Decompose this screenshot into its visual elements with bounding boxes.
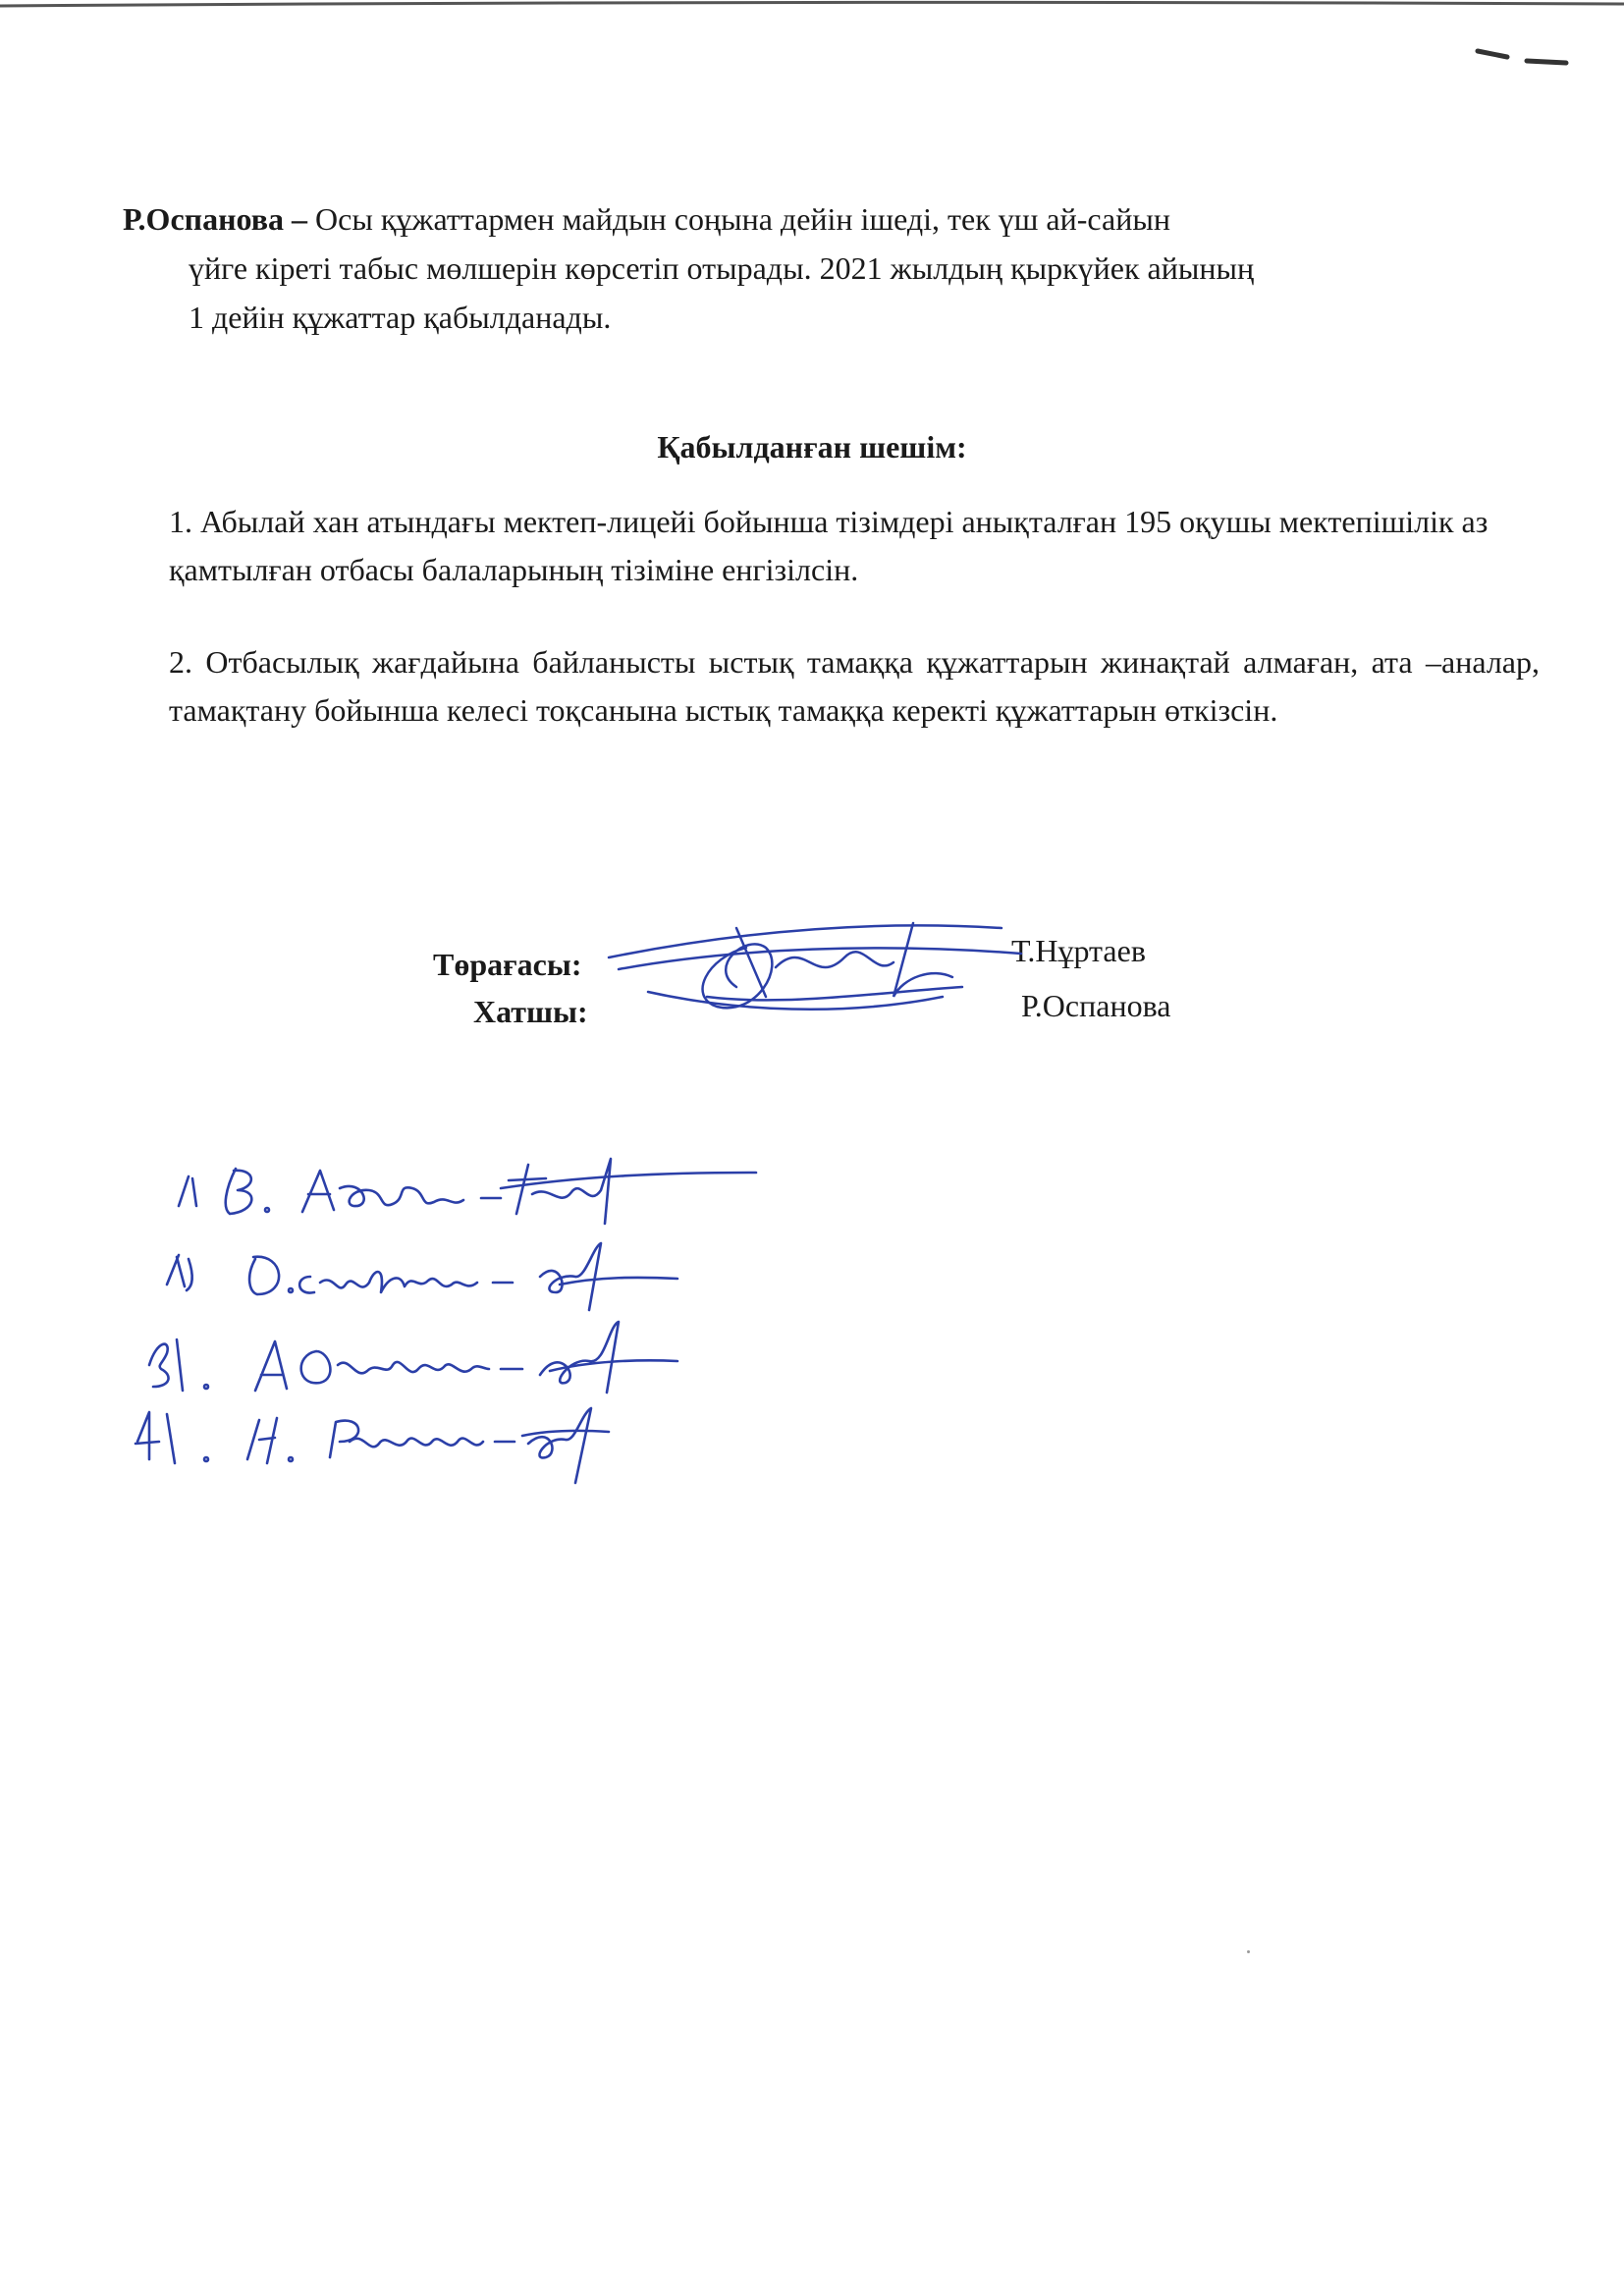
secretary-label: Хатшы: xyxy=(473,994,588,1029)
handwritten-line-3 xyxy=(149,1322,677,1393)
scan-corner-mark xyxy=(1468,39,1576,79)
chair-name: Т.Нұртаев xyxy=(1011,933,1146,968)
decision-item-2: 2. Отбасылық жағдайына байланысты ыстық тамаққа құжаттарын жинақтай алмаған, ата –аналар, тамақтану бойынша келесі тоқсанына ыстық тамаққа керекті құжаттарын өткізсін. xyxy=(169,644,1540,728)
handwritten-member-signatures xyxy=(128,1129,795,1503)
handwritten-line-1 xyxy=(179,1159,756,1224)
chair-label: Төрағасы: xyxy=(433,947,582,982)
speaker-text-line1: Осы құжаттармен майдын соңына дейін ішеді, тек үш ай-сайын xyxy=(307,201,1170,237)
decision-item-1: 1. Абылай хан атындағы мектеп-лицейі бойынша тізімдері анықталған 195 оқушы мектепішілік аз қамтылған отбасы балаларының тізіміне енгізілсін. xyxy=(169,504,1489,587)
handwritten-line-2 xyxy=(167,1243,677,1310)
decision-heading: Қабылданған шешім: xyxy=(657,429,967,465)
speaker-paragraph xyxy=(123,194,1517,342)
secretary-name: Р.Оспанова xyxy=(1021,988,1171,1023)
scan-speck xyxy=(1247,1950,1250,1953)
speaker-name: Р.Оспанова – xyxy=(123,201,307,237)
handwritten-line-4 xyxy=(135,1408,609,1483)
speaker-text-rest: үйге кіреті табыс мөлшерін көрсетіп отырады. 2021 жылдың қыркүйек айының 1 дейін құжаттар қабылданады. xyxy=(189,250,1255,335)
scan-edge-artifact xyxy=(0,0,1624,12)
chair-signature xyxy=(589,899,1051,1036)
